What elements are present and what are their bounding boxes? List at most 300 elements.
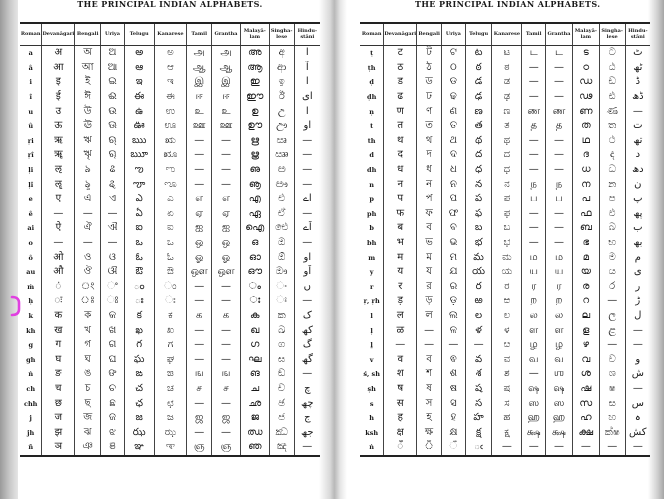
letter-cell: ట bbox=[465, 46, 492, 61]
letter-cell: ന bbox=[572, 177, 599, 192]
letter-cell: ं bbox=[42, 280, 75, 295]
roman-cell: gh bbox=[26, 355, 36, 364]
letter-cell: च bbox=[42, 382, 75, 397]
letter-cell: ಟ bbox=[492, 46, 522, 61]
roman-cell: t bbox=[370, 122, 374, 131]
letter-cell: ஸ bbox=[522, 396, 546, 411]
letter-cell: ಗ bbox=[154, 338, 187, 353]
letter-cell: ए bbox=[42, 192, 75, 207]
letter-cell: ഇ bbox=[240, 75, 269, 90]
letter-cell: او bbox=[294, 250, 320, 265]
letter-cell: प bbox=[384, 192, 417, 207]
letter-cell: — bbox=[465, 338, 492, 353]
letter-cell: ണ bbox=[572, 104, 599, 119]
letter-cell: ল bbox=[417, 309, 442, 324]
letter-cell: म bbox=[384, 250, 417, 265]
roman-cell: u bbox=[28, 107, 34, 116]
letter-cell: ர bbox=[522, 280, 546, 295]
letter-cell: গ bbox=[75, 338, 101, 353]
letter-cell: र bbox=[384, 280, 417, 295]
letter-cell: ஷ bbox=[522, 382, 546, 397]
letter-cell: ಖ bbox=[154, 323, 187, 338]
column-header: Grantha bbox=[212, 23, 241, 46]
letter-cell: ഏ bbox=[240, 207, 269, 222]
letter-cell: ఈ bbox=[124, 90, 154, 105]
letter-cell: ଛ bbox=[101, 396, 125, 411]
roman-cell: ṅ bbox=[28, 370, 34, 379]
table-row bbox=[360, 411, 650, 426]
roman-cell: r bbox=[369, 282, 374, 291]
letter-cell: ப bbox=[546, 192, 573, 207]
letter-cell: — bbox=[42, 207, 75, 222]
letter-cell: ଊ bbox=[101, 119, 125, 134]
letter-cell: ജ bbox=[240, 411, 269, 426]
letter-cell: ব bbox=[417, 221, 442, 236]
letter-cell: ट bbox=[384, 46, 417, 61]
letter-cell: — bbox=[522, 134, 546, 149]
letter-cell: — bbox=[546, 90, 573, 105]
letter-cell: க்ஷ bbox=[522, 425, 546, 440]
letter-cell: ತ bbox=[492, 119, 522, 134]
letter-cell: എ bbox=[240, 192, 269, 207]
letter-cell: হ bbox=[417, 411, 442, 426]
letter-cell: ମ bbox=[442, 250, 466, 265]
letter-cell: ଡ଼ bbox=[442, 294, 466, 309]
letter-cell: ട bbox=[572, 46, 599, 61]
table-row bbox=[360, 352, 650, 367]
letter-cell: ஆ bbox=[212, 61, 241, 76]
letter-cell: ಸ bbox=[492, 396, 522, 411]
letter-cell: හ bbox=[599, 411, 625, 426]
letter-cell: ங bbox=[212, 367, 241, 382]
letter-cell: ঞ bbox=[75, 440, 101, 456]
letter-cell: — bbox=[522, 75, 546, 90]
roman-cell: â bbox=[28, 63, 33, 72]
table-row bbox=[360, 134, 650, 149]
letter-cell: ট bbox=[417, 46, 442, 61]
letter-cell: ஹ bbox=[546, 411, 573, 426]
letter-cell: ಋ bbox=[154, 134, 187, 149]
letter-cell: ಒ bbox=[154, 236, 187, 251]
letter-cell: ছ bbox=[75, 396, 101, 411]
table-row bbox=[360, 119, 650, 134]
letter-cell: — bbox=[546, 75, 573, 90]
letter-cell: න bbox=[599, 177, 625, 192]
roman-cell: au bbox=[26, 268, 36, 277]
letter-cell: ய bbox=[522, 265, 546, 280]
letter-cell: ক bbox=[75, 309, 101, 324]
letter-cell: ಬ bbox=[492, 221, 522, 236]
letter-cell: ब bbox=[384, 221, 417, 236]
column-header: Uriya bbox=[101, 23, 125, 46]
letter-cell: ఱ bbox=[465, 294, 492, 309]
letter-cell: — bbox=[417, 323, 442, 338]
letter-cell: ಥ bbox=[492, 134, 522, 149]
letter-cell: — bbox=[384, 338, 417, 353]
letter-cell: ଦ bbox=[442, 148, 466, 163]
letter-cell: எ bbox=[212, 192, 241, 207]
table-row bbox=[20, 411, 320, 426]
letter-cell: ଃ bbox=[101, 294, 125, 309]
roman-cell: e bbox=[28, 195, 33, 204]
column-header: Devanâgari bbox=[384, 23, 417, 46]
table-row bbox=[20, 440, 320, 456]
letter-cell: ஆ bbox=[187, 61, 212, 76]
letter-cell: ட bbox=[522, 46, 546, 61]
letter-cell: ഢ bbox=[572, 90, 599, 105]
letter-cell: ب bbox=[625, 221, 650, 236]
table-row bbox=[20, 309, 320, 324]
letter-cell: अ bbox=[42, 46, 75, 61]
letter-cell: ங bbox=[187, 367, 212, 382]
letter-cell: — bbox=[599, 440, 625, 456]
table-row bbox=[20, 104, 320, 119]
letter-cell: ඤ bbox=[269, 440, 294, 456]
letter-cell: ଜ bbox=[101, 411, 125, 426]
letter-cell: — bbox=[625, 104, 650, 119]
letter-cell: ଘ bbox=[101, 352, 125, 367]
column-header: Hindu-stâni bbox=[294, 23, 320, 46]
letter-cell: క bbox=[124, 309, 154, 324]
letter-cell: ଣ bbox=[442, 104, 466, 119]
letter-cell: ں bbox=[294, 280, 320, 295]
letter-cell: اَے bbox=[294, 221, 320, 236]
letter-cell: ढ bbox=[384, 90, 417, 105]
letter-cell: छ bbox=[42, 396, 75, 411]
roman-cell: y bbox=[369, 268, 374, 277]
letter-cell: వ bbox=[465, 352, 492, 367]
letter-cell: ರ bbox=[492, 280, 522, 295]
letter-cell: ஏ bbox=[212, 207, 241, 222]
letter-cell: उ bbox=[42, 104, 75, 119]
table-row bbox=[360, 396, 650, 411]
table-row bbox=[20, 134, 320, 149]
letter-cell: ଞ bbox=[101, 440, 125, 456]
letter-cell: — bbox=[187, 425, 212, 440]
table-row bbox=[360, 104, 650, 119]
letter-cell: — bbox=[546, 163, 573, 178]
letter-cell: ఠ bbox=[465, 61, 492, 76]
letter-cell: ඩ bbox=[599, 75, 625, 90]
letter-cell: জ bbox=[75, 411, 101, 426]
letter-cell: ඖ bbox=[269, 265, 294, 280]
roman-cell: ô bbox=[28, 253, 33, 262]
table-row bbox=[20, 250, 320, 265]
roman-cell: h bbox=[369, 414, 375, 423]
table-row bbox=[360, 148, 650, 163]
letter-cell: ঋ bbox=[75, 134, 101, 149]
letter-cell: య bbox=[465, 265, 492, 280]
letter-cell: ଁ bbox=[442, 440, 466, 456]
letter-cell: ঌ bbox=[75, 163, 101, 178]
letter-cell: ठ bbox=[384, 61, 417, 76]
letter-cell: ඏ bbox=[269, 163, 294, 178]
table-row bbox=[360, 163, 650, 178]
letter-cell: — bbox=[546, 440, 573, 456]
letter-cell: మ bbox=[465, 250, 492, 265]
letter-cell: ఞ bbox=[124, 440, 154, 456]
letter-cell: ള bbox=[572, 323, 599, 338]
table-row bbox=[360, 294, 650, 309]
letter-cell: — bbox=[522, 61, 546, 76]
letter-cell: — bbox=[492, 440, 522, 456]
roman-cell: ṁ bbox=[27, 282, 35, 291]
letter-cell: ற bbox=[522, 294, 546, 309]
letter-cell: ല bbox=[572, 309, 599, 324]
table-row bbox=[20, 163, 320, 178]
letter-cell: ழ bbox=[546, 338, 573, 353]
letter-cell: ప bbox=[465, 192, 492, 207]
letter-cell: — bbox=[522, 440, 546, 456]
letter-cell: اے bbox=[294, 192, 320, 207]
roman-cell: ṭh bbox=[367, 63, 376, 72]
roman-cell: ḷi bbox=[28, 166, 34, 175]
letter-cell: ر bbox=[625, 280, 650, 295]
letter-cell: ଖ bbox=[101, 323, 125, 338]
letter-cell: ஞ bbox=[187, 440, 212, 456]
table-row bbox=[20, 382, 320, 397]
table-row bbox=[360, 75, 650, 90]
letter-cell: ஏ bbox=[187, 207, 212, 222]
letter-cell: ಹ bbox=[492, 411, 522, 426]
letter-cell: ඪ bbox=[599, 90, 625, 105]
letter-cell: ର bbox=[442, 280, 466, 295]
letter-cell: ଇ bbox=[101, 75, 125, 90]
letter-cell: வ bbox=[546, 352, 573, 367]
letter-cell: ت bbox=[625, 119, 650, 134]
letter-cell: ಜ bbox=[154, 411, 187, 426]
letter-cell: ଲ bbox=[442, 309, 466, 324]
letter-cell: ପ bbox=[442, 192, 466, 207]
letter-cell: ഡ bbox=[572, 75, 599, 90]
column-header: Telugu bbox=[465, 23, 492, 46]
roman-cell: chh bbox=[24, 399, 38, 408]
letter-cell: आ bbox=[42, 61, 75, 76]
letter-cell: — bbox=[101, 236, 125, 251]
roman-cell: p bbox=[369, 195, 374, 204]
table-row bbox=[20, 177, 320, 192]
letter-cell: ఋ bbox=[124, 134, 154, 149]
letter-cell: ච bbox=[269, 382, 294, 397]
letter-cell: ග bbox=[269, 338, 294, 353]
letter-cell: ஐ bbox=[187, 221, 212, 236]
letter-cell: চ bbox=[75, 382, 101, 397]
letter-cell: ಆ bbox=[154, 61, 187, 76]
letter-cell: ಌ bbox=[154, 163, 187, 178]
letter-cell: ಂ bbox=[154, 280, 187, 295]
table-row bbox=[20, 119, 320, 134]
letter-cell: ം bbox=[240, 280, 269, 295]
roman-cell: jh bbox=[27, 428, 35, 437]
letter-cell: इ bbox=[42, 75, 75, 90]
letter-cell: ৡ bbox=[75, 177, 101, 192]
letter-cell: — bbox=[187, 352, 212, 367]
letter-cell: ঠ bbox=[417, 61, 442, 76]
roman-cell: ṅ bbox=[369, 443, 375, 452]
letter-cell: ෂ bbox=[599, 382, 625, 397]
table-row bbox=[360, 221, 650, 236]
letter-cell: ஞ bbox=[212, 440, 241, 456]
letter-cell: ಱ bbox=[492, 294, 522, 309]
letter-cell: — bbox=[294, 294, 320, 309]
letter-cell: ஓ bbox=[187, 250, 212, 265]
letter-cell: ண bbox=[546, 104, 573, 119]
letter-cell: ధ bbox=[465, 163, 492, 178]
letter-cell: ಭ bbox=[492, 236, 522, 251]
roman-cell: ph bbox=[367, 209, 377, 218]
letter-cell: ক্ষ bbox=[417, 425, 442, 440]
letter-cell: — bbox=[212, 396, 241, 411]
letter-cell: ঢ bbox=[417, 90, 442, 105]
letter-cell: ങ bbox=[240, 367, 269, 382]
roman-cell: kh bbox=[26, 326, 36, 335]
letter-cell: ഴ bbox=[572, 338, 599, 353]
book-spine bbox=[319, 0, 347, 499]
letter-cell: ا bbox=[294, 75, 320, 90]
letter-cell: ಇ bbox=[154, 75, 187, 90]
letter-cell: ആ bbox=[240, 61, 269, 76]
table-row bbox=[20, 90, 320, 105]
column-header: Hindu-stâni bbox=[625, 23, 650, 46]
letter-cell: ಞ bbox=[154, 440, 187, 456]
roman-cell: j bbox=[29, 414, 32, 423]
table-row bbox=[20, 367, 320, 382]
letter-cell: د bbox=[625, 148, 650, 163]
letter-cell: क bbox=[42, 309, 75, 324]
letter-cell: ത bbox=[572, 119, 599, 134]
roman-cell: s bbox=[369, 399, 374, 408]
letter-cell: ಓ bbox=[154, 250, 187, 265]
page-title-right: THE PRINCIPAL INDIAN ALPHABETS. bbox=[415, 0, 601, 9]
alphabet-table-left bbox=[20, 22, 320, 457]
letter-cell: ঈ bbox=[75, 90, 101, 105]
letter-cell: ಮ bbox=[492, 250, 522, 265]
table-row bbox=[360, 265, 650, 280]
letter-cell: تھ bbox=[625, 134, 650, 149]
letter-cell: ष bbox=[384, 382, 417, 397]
letter-cell: ज bbox=[42, 411, 75, 426]
letter-cell: ঙ bbox=[75, 367, 101, 382]
letter-cell: ඵ bbox=[599, 207, 625, 222]
roman-cell: o bbox=[28, 239, 33, 248]
table-row bbox=[20, 396, 320, 411]
letter-cell: ఇ bbox=[124, 75, 154, 90]
letter-cell: ఐ bbox=[124, 221, 154, 236]
letter-cell: ನ bbox=[492, 177, 522, 192]
letter-cell: — bbox=[187, 338, 212, 353]
letter-cell: न bbox=[384, 177, 417, 192]
table-row bbox=[360, 425, 650, 440]
roman-cell: ṛi bbox=[27, 136, 34, 145]
table-row bbox=[20, 148, 320, 163]
letter-cell: ඐ bbox=[269, 177, 294, 192]
letter-cell: ऊ bbox=[42, 119, 75, 134]
letter-cell: بھ bbox=[625, 236, 650, 251]
letter-cell: அ bbox=[212, 46, 241, 61]
letter-cell: ڈ bbox=[625, 75, 650, 90]
letter-cell: ல bbox=[546, 309, 573, 324]
letter-cell: ଝ bbox=[101, 425, 125, 440]
letter-cell: — bbox=[187, 280, 212, 295]
letter-cell: ଢ bbox=[442, 90, 466, 105]
letter-cell: ஒ bbox=[212, 236, 241, 251]
letter-cell: ഐ bbox=[240, 221, 269, 236]
letter-cell: అ bbox=[124, 46, 154, 61]
letter-cell: କ bbox=[101, 309, 125, 324]
letter-cell: ಈ bbox=[154, 90, 187, 105]
letter-cell: স bbox=[417, 396, 442, 411]
letter-cell: ಪ bbox=[492, 192, 522, 207]
roman-cell: ksh bbox=[365, 428, 379, 437]
letter-cell: — bbox=[212, 134, 241, 149]
roman-cell: n bbox=[369, 180, 375, 189]
letter-cell: ଆ bbox=[101, 61, 125, 76]
letter-cell: — bbox=[294, 134, 320, 149]
letter-cell: උ bbox=[269, 104, 294, 119]
letter-cell: — bbox=[187, 294, 212, 309]
letter-cell: ळ bbox=[384, 323, 417, 338]
letter-cell: ऌ bbox=[42, 163, 75, 178]
letter-cell: ඓ bbox=[269, 221, 294, 236]
column-header: Telugu bbox=[124, 23, 154, 46]
letter-cell: ଈ bbox=[101, 90, 125, 105]
letter-cell: ඃ bbox=[269, 294, 294, 309]
letter-cell: ಧ bbox=[492, 163, 522, 178]
letter-cell: ත bbox=[599, 119, 625, 134]
table-row bbox=[360, 323, 650, 338]
letter-cell: ऐ bbox=[42, 221, 75, 236]
table-row bbox=[20, 75, 320, 90]
letter-cell: ආ bbox=[269, 61, 294, 76]
letter-cell: ಣ bbox=[492, 104, 522, 119]
letter-cell: — bbox=[625, 382, 650, 397]
letter-cell: உ bbox=[187, 104, 212, 119]
letter-cell: ஷ bbox=[546, 382, 573, 397]
letter-cell: ഃ bbox=[240, 294, 269, 309]
letter-cell: ଏ bbox=[101, 192, 125, 207]
letter-cell: — bbox=[212, 177, 241, 192]
letter-cell: ଷ bbox=[442, 382, 466, 397]
roman-cell: ṭ bbox=[370, 49, 374, 58]
letter-cell: ശ bbox=[572, 367, 599, 382]
letter-cell: റ bbox=[572, 294, 599, 309]
letter-cell: ஜ bbox=[187, 411, 212, 426]
letter-cell: ళ bbox=[465, 323, 492, 338]
letter-cell: ഘ bbox=[240, 352, 269, 367]
letter-cell: ഠ bbox=[572, 61, 599, 76]
letter-cell: ಕ್ಷ bbox=[492, 425, 522, 440]
letter-cell: — bbox=[442, 338, 466, 353]
letter-cell: ତ bbox=[442, 119, 466, 134]
letter-cell: ত bbox=[417, 119, 442, 134]
letter-cell: — bbox=[294, 367, 320, 382]
book-gutter-right bbox=[648, 0, 664, 499]
letter-cell: व bbox=[384, 352, 417, 367]
roman-cell: ḷî bbox=[28, 180, 34, 189]
letter-cell: ఊ bbox=[124, 119, 154, 134]
letter-cell: থ bbox=[417, 134, 442, 149]
letter-cell: ल bbox=[384, 309, 417, 324]
letter-cell: ഞ bbox=[240, 440, 269, 456]
letter-cell: ک bbox=[294, 309, 320, 324]
letter-cell: ಠ bbox=[492, 61, 522, 76]
letter-cell: — bbox=[75, 207, 101, 222]
letter-cell: — bbox=[187, 323, 212, 338]
letter-cell: फ bbox=[384, 207, 417, 222]
letter-cell: ঐ bbox=[75, 221, 101, 236]
letter-cell: ட bbox=[546, 46, 573, 61]
letter-cell: ఛ bbox=[124, 396, 154, 411]
